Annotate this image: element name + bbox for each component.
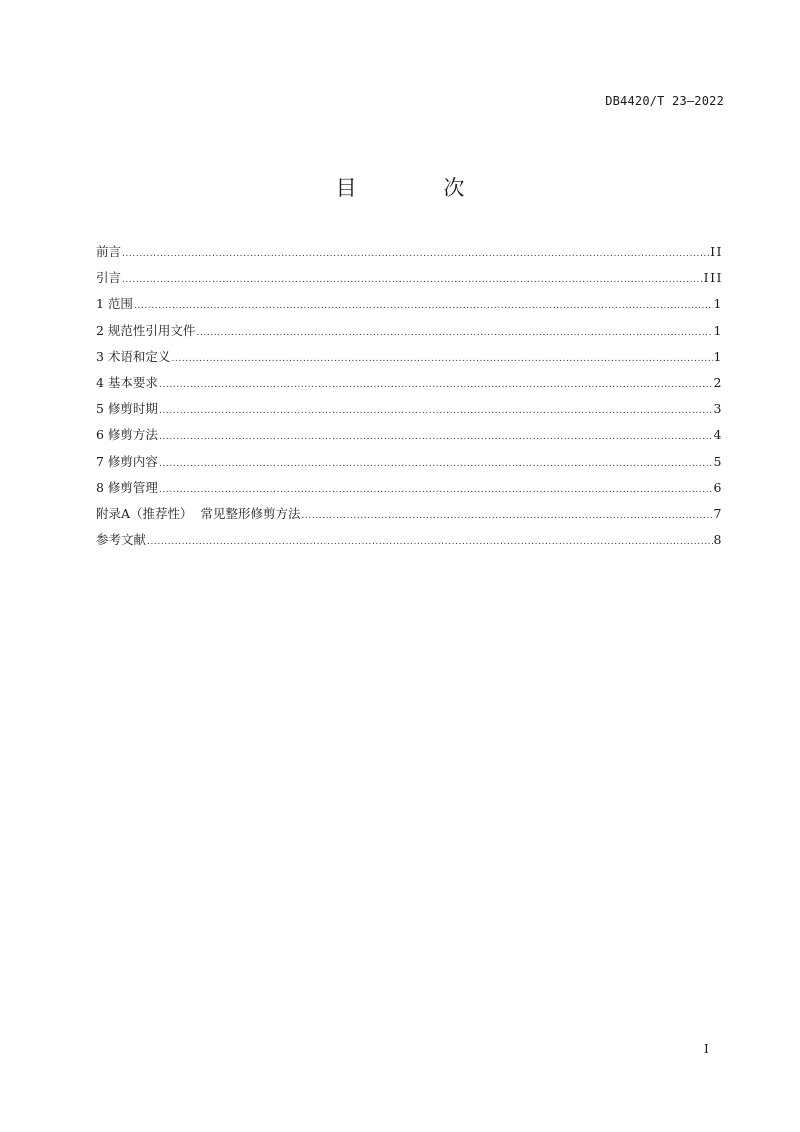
leader-dots <box>159 451 713 477</box>
toc-entry-terms-definitions[interactable] <box>96 344 723 370</box>
toc-entry-page: 4 <box>713 427 723 443</box>
toc-entry-introduction[interactable] <box>96 265 723 291</box>
leader-dots <box>122 267 703 293</box>
toc-entry-label: 引言 <box>96 270 122 286</box>
toc-entry-page: 7 <box>713 505 723 521</box>
leader-dots <box>196 320 712 346</box>
document-code: DB4420/T 23—2022 <box>605 94 724 108</box>
toc-entry-pruning-content[interactable] <box>96 449 723 475</box>
toc-entry-page: III <box>703 270 723 286</box>
toc-entry-label: 3 术语和定义 <box>96 348 171 364</box>
table-of-contents <box>96 239 723 553</box>
toc-entry-bibliography[interactable] <box>96 527 723 553</box>
toc-entry-page: 8 <box>713 532 723 548</box>
toc-entry-page: 2 <box>713 374 723 390</box>
toc-entry-page: 5 <box>713 453 723 469</box>
leader-dots <box>171 346 712 372</box>
toc-entry-label: 4 基本要求 <box>96 374 158 390</box>
toc-entry-label: 5 修剪时期 <box>96 401 158 417</box>
toc-entry-pruning-methods[interactable] <box>96 422 723 448</box>
toc-entry-page: 1 <box>713 296 723 312</box>
toc-entry-page: 3 <box>713 401 723 417</box>
toc-entry-basic-requirements[interactable] <box>96 370 723 396</box>
toc-entry-label: 6 修剪方法 <box>96 427 158 443</box>
toc-entry-label: 8 修剪管理 <box>96 479 158 495</box>
leader-dots <box>159 398 713 424</box>
leader-dots <box>301 503 712 529</box>
leader-dots <box>122 241 709 267</box>
toc-entry-page: 1 <box>713 348 723 364</box>
toc-entry-page: 1 <box>713 322 723 338</box>
toc-entry-page: II <box>710 244 723 259</box>
leader-dots <box>134 293 713 319</box>
toc-entry-label: 附录A（推荐性） 常见整形修剪方法 <box>96 505 301 521</box>
toc-entry-pruning-period[interactable] <box>96 396 723 422</box>
leader-dots <box>159 372 713 398</box>
leader-dots <box>147 529 713 555</box>
toc-entry-label: 2 规范性引用文件 <box>96 322 196 338</box>
toc-entry-normative-references[interactable] <box>96 318 723 344</box>
toc-entry-label: 1 范围 <box>96 296 133 312</box>
toc-entry-scope[interactable] <box>96 291 723 317</box>
toc-entry-label: 参考文献 <box>96 532 147 548</box>
toc-entry-appendix-a[interactable] <box>96 501 723 527</box>
toc-entry-pruning-management[interactable] <box>96 475 723 501</box>
leader-dots <box>159 424 713 450</box>
toc-entry-page: 6 <box>713 479 723 495</box>
page-number: I <box>704 1042 709 1056</box>
toc-entry-label: 前言 <box>96 244 122 259</box>
page-title: 目 次 <box>335 176 505 200</box>
toc-entry-foreword[interactable] <box>96 239 723 265</box>
leader-dots <box>159 477 713 503</box>
toc-entry-label: 7 修剪内容 <box>96 453 158 469</box>
